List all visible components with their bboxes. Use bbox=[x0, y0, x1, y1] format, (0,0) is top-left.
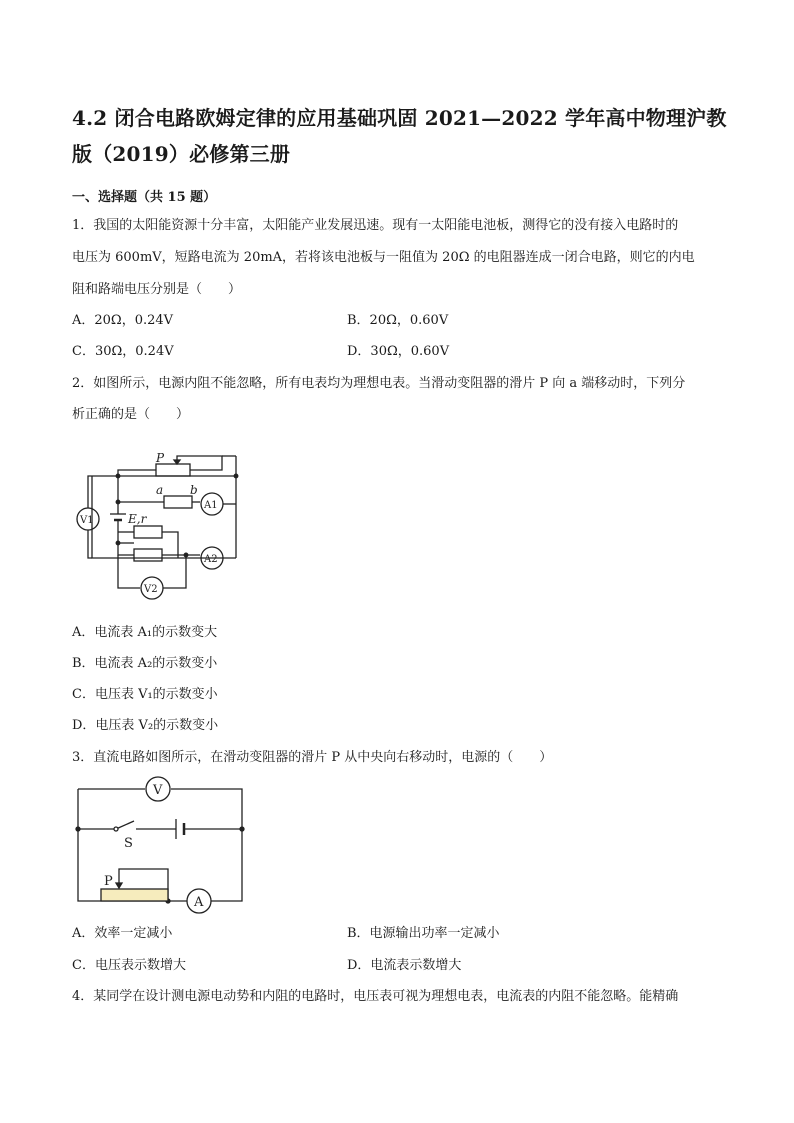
q2-line-1: 2．如图所示，电源内阻不能忽略，所有电表均为理想电表。当滑动变阻器的滑片 P 向 a 端移动时，下列分 bbox=[72, 376, 686, 391]
q2-circuit-diagram bbox=[72, 448, 252, 603]
q2-option-b: B．电流表 A₂的示数变小 bbox=[72, 656, 218, 671]
q2-label-a: a bbox=[156, 483, 164, 497]
q1-option-a: A．20Ω，0.24V bbox=[72, 313, 174, 328]
q1-option-b: B．20Ω，0.60V bbox=[347, 313, 449, 328]
section-heading: 一、选择题（共 15 题） bbox=[72, 190, 217, 205]
title-line-1: 4.2 闭合电路欧姆定律的应用基础巩固 2021—2022 学年高中物理沪教 bbox=[72, 106, 727, 130]
q2-label-b: b bbox=[190, 483, 198, 497]
q2-line-2: 析正确的是（ ） bbox=[72, 407, 190, 422]
q2-option-a: A．电流表 A₁的示数变大 bbox=[72, 625, 218, 640]
q3-label-s: S bbox=[124, 836, 133, 851]
q2-label-p: P bbox=[156, 451, 165, 465]
q3-option-b: B．电源输出功率一定减小 bbox=[347, 926, 500, 941]
q3-option-c: C．电压表示数增大 bbox=[72, 958, 186, 973]
q2-label-a2: A2 bbox=[204, 554, 218, 565]
q1-line-1: 1．我国的太阳能资源十分丰富，太阳能产业发展迅速。现有一太阳能电池板，测得它的没有接入电路时的 bbox=[72, 218, 679, 233]
q2-label-a1: A1 bbox=[204, 500, 218, 511]
q3-line-1: 3．直流电路如图所示，在滑动变阻器的滑片 P 从中央向右移动时，电源的（ ） bbox=[72, 750, 553, 765]
document-title bbox=[72, 100, 732, 172]
q1-option-d: D．30Ω，0.60V bbox=[347, 344, 450, 359]
q3-circuit-diagram bbox=[72, 775, 250, 915]
q2-label-v2: V2 bbox=[144, 584, 158, 595]
q1-line-3: 阻和路端电压分别是（ ） bbox=[72, 282, 242, 297]
q2-label-er: E,r bbox=[128, 512, 147, 526]
title-line-2: 版（2019）必修第三册 bbox=[72, 142, 291, 166]
q2-option-c: C．电压表 V₁的示数变小 bbox=[72, 687, 218, 702]
q4-line-1: 4．某同学在设计测电源电动势和内阻的电路时，电压表可视为理想电表，电流表的内阻不能忽略。能精确 bbox=[72, 989, 679, 1004]
q3-label-v: V bbox=[153, 783, 163, 798]
q3-label-p: P bbox=[104, 874, 113, 889]
q3-option-a: A．效率一定减小 bbox=[72, 926, 173, 941]
q1-line-2: 电压为 600mV，短路电流为 20mA，若将该电池板与一阻值为 20Ω 的电阻器连成一闭合电路，则它的内电 bbox=[72, 250, 695, 265]
q2-label-v1: V1 bbox=[80, 515, 94, 526]
q3-option-d: D．电流表示数增大 bbox=[347, 958, 462, 973]
q1-option-c: C．30Ω，0.24V bbox=[72, 344, 174, 359]
q3-label-a: A bbox=[194, 895, 204, 910]
q2-option-d: D．电压表 V₂的示数变小 bbox=[72, 718, 219, 733]
